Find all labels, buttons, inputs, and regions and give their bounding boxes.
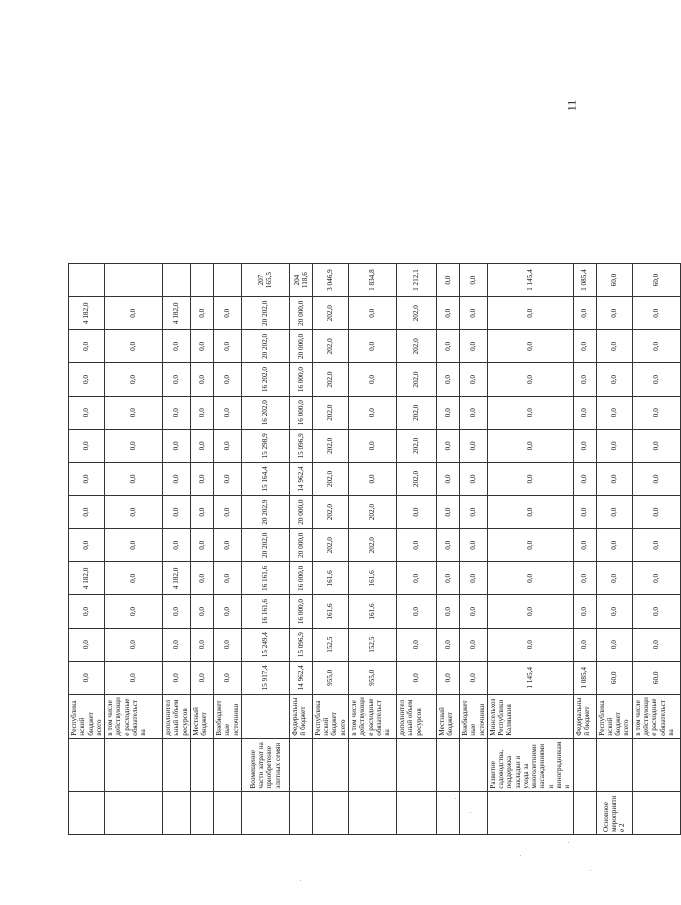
value-cell: 0,0 bbox=[163, 330, 191, 363]
program-cell bbox=[573, 791, 596, 834]
value-cell: 0,0 bbox=[459, 628, 487, 661]
value-cell: 0,0 bbox=[105, 429, 163, 462]
value-cell: 0,0 bbox=[190, 462, 213, 495]
value-cell: 15 249,4 bbox=[241, 628, 289, 661]
value-cell: 161,6 bbox=[348, 562, 396, 595]
measure-cell bbox=[190, 738, 213, 791]
value-cell: 0,0 bbox=[348, 429, 396, 462]
value-cell: 0,0 bbox=[487, 496, 573, 529]
value-cell: 0,0 bbox=[436, 462, 459, 495]
value-cell: 0,0 bbox=[69, 429, 105, 462]
value-cell: 20 202,9 bbox=[241, 496, 289, 529]
value-cell: 15 917,4 bbox=[241, 661, 289, 694]
value-cell: 1 085,4 bbox=[573, 661, 596, 694]
value-cell: 0,0 bbox=[596, 496, 632, 529]
value-cell: 0,0 bbox=[69, 462, 105, 495]
value-cell: 0,0 bbox=[573, 363, 596, 396]
value-cell: 0,0 bbox=[190, 661, 213, 694]
measure-cell bbox=[596, 738, 632, 791]
value-cell: 202,0 bbox=[396, 363, 436, 396]
value-cell: 0,0 bbox=[213, 363, 241, 396]
value-cell: 16 202,0 bbox=[241, 396, 289, 429]
value-cell: 955,0 bbox=[312, 661, 348, 694]
table-row bbox=[241, 264, 289, 835]
table-row bbox=[459, 264, 487, 835]
value-cell: 0,0 bbox=[573, 330, 596, 363]
value-cell: 0,0 bbox=[348, 462, 396, 495]
value-cell: 0,0 bbox=[69, 363, 105, 396]
value-cell: 202,0 bbox=[312, 496, 348, 529]
value-cell: 0,0 bbox=[348, 396, 396, 429]
value-cell: 0,0 bbox=[213, 297, 241, 330]
source-label-cell: Республиканский бюджет всего bbox=[69, 694, 105, 738]
value-cell: 0,0 bbox=[396, 661, 436, 694]
source-label-cell: в том числе действующие расходные обязательства bbox=[348, 694, 396, 738]
value-cell: 0,0 bbox=[596, 628, 632, 661]
table-row bbox=[312, 264, 348, 835]
value-cell: 0,0 bbox=[190, 628, 213, 661]
measure-cell bbox=[348, 738, 396, 791]
value-cell: 202,0 bbox=[396, 429, 436, 462]
program-cell bbox=[163, 791, 191, 834]
measure-cell bbox=[312, 738, 348, 791]
value-cell: 15 096,9 bbox=[289, 628, 312, 661]
value-cell: 0,0 bbox=[459, 595, 487, 628]
measure-cell: Возмещение части затрат на приобретение элитных семян bbox=[241, 738, 289, 791]
value-cell: 0,0 bbox=[632, 396, 680, 429]
value-cell: 16 000,0 bbox=[289, 562, 312, 595]
program-cell bbox=[105, 791, 163, 834]
value-cell: 202,0 bbox=[396, 396, 436, 429]
value-cell: 0,0 bbox=[69, 330, 105, 363]
value-cell: 60,0 bbox=[596, 264, 632, 297]
value-cell bbox=[163, 264, 191, 297]
value-cell: 16 202,0 bbox=[241, 363, 289, 396]
value-cell: 0,0 bbox=[436, 562, 459, 595]
value-cell: 0,0 bbox=[436, 529, 459, 562]
source-label-cell: Республиканский бюджет всего bbox=[596, 694, 632, 738]
measure-cell bbox=[396, 738, 436, 791]
value-cell: 161,6 bbox=[312, 595, 348, 628]
value-cell: 202,0 bbox=[312, 396, 348, 429]
source-label-cell: Республиканский бюджет всего bbox=[312, 694, 348, 738]
value-cell: 3 046,9 bbox=[312, 264, 348, 297]
value-cell: 0,0 bbox=[396, 595, 436, 628]
value-cell: 0,0 bbox=[105, 562, 163, 595]
measure-cell bbox=[436, 738, 459, 791]
value-cell: 0,0 bbox=[436, 628, 459, 661]
value-cell: 0,0 bbox=[436, 297, 459, 330]
value-cell: 202,0 bbox=[348, 496, 396, 529]
value-cell: 0,0 bbox=[573, 529, 596, 562]
source-label-cell: Федеральный бюджет bbox=[289, 694, 312, 738]
source-label-cell: в том числе действующие расходные обязательства bbox=[105, 694, 163, 738]
source-label-cell: Внебюджетные источники bbox=[213, 694, 241, 738]
value-cell: 0,0 bbox=[69, 595, 105, 628]
value-cell: 14 962,4 bbox=[289, 462, 312, 495]
value-cell: 0,0 bbox=[69, 628, 105, 661]
rotated-table-wrapper bbox=[68, 263, 681, 835]
value-cell: 16 161,6 bbox=[241, 562, 289, 595]
value-cell: 0,0 bbox=[487, 396, 573, 429]
value-cell: 0,0 bbox=[348, 297, 396, 330]
value-cell: 0,0 bbox=[69, 496, 105, 529]
program-cell bbox=[213, 791, 241, 834]
value-cell: 0,0 bbox=[105, 529, 163, 562]
table-row bbox=[69, 264, 105, 835]
value-cell: 0,0 bbox=[573, 628, 596, 661]
value-cell: 202,0 bbox=[312, 297, 348, 330]
value-cell: 0,0 bbox=[632, 297, 680, 330]
value-cell: 0,0 bbox=[190, 429, 213, 462]
measure-cell bbox=[105, 738, 163, 791]
program-cell bbox=[69, 791, 105, 834]
value-cell: 14 962,4 bbox=[289, 661, 312, 694]
value-cell: 0,0 bbox=[69, 529, 105, 562]
table-row bbox=[348, 264, 396, 835]
value-cell: 0,0 bbox=[487, 562, 573, 595]
measure-cell bbox=[163, 738, 191, 791]
page-number: 11 bbox=[564, 99, 579, 112]
program-cell bbox=[289, 791, 312, 834]
source-label-cell: Внебюджетные источники bbox=[459, 694, 487, 738]
value-cell: 0,0 bbox=[163, 496, 191, 529]
value-cell: 0,0 bbox=[163, 661, 191, 694]
value-cell: 0,0 bbox=[573, 429, 596, 462]
value-cell: 202,0 bbox=[396, 330, 436, 363]
value-cell: 0,0 bbox=[436, 330, 459, 363]
table-row bbox=[436, 264, 459, 835]
program-cell bbox=[396, 791, 436, 834]
value-cell: 0,0 bbox=[632, 595, 680, 628]
value-cell: 20 202,0 bbox=[241, 297, 289, 330]
value-cell: 0,0 bbox=[396, 562, 436, 595]
value-cell: 0,0 bbox=[596, 396, 632, 429]
table-row bbox=[573, 264, 596, 835]
value-cell: 20 000,0 bbox=[289, 496, 312, 529]
table-row bbox=[632, 264, 680, 835]
value-cell: 0,0 bbox=[436, 396, 459, 429]
value-cell: 202,0 bbox=[312, 363, 348, 396]
value-cell: 0,0 bbox=[573, 396, 596, 429]
value-cell: 0,0 bbox=[105, 330, 163, 363]
value-cell: 0,0 bbox=[459, 264, 487, 297]
value-cell: 202,0 bbox=[312, 429, 348, 462]
value-cell: 1 145,4 bbox=[487, 661, 573, 694]
value-cell: 0,0 bbox=[190, 595, 213, 628]
value-cell: 0,0 bbox=[396, 496, 436, 529]
value-cell bbox=[105, 264, 163, 297]
value-cell: 0,0 bbox=[213, 396, 241, 429]
value-cell: 0,0 bbox=[632, 529, 680, 562]
value-cell: 20 000,0 bbox=[289, 297, 312, 330]
value-cell: 0,0 bbox=[213, 562, 241, 595]
source-label-cell: дополнительный объем ресурсов bbox=[396, 694, 436, 738]
value-cell: 1 085,4 bbox=[573, 264, 596, 297]
value-cell: 0,0 bbox=[459, 429, 487, 462]
value-cell: 0,0 bbox=[105, 496, 163, 529]
value-cell: 0,0 bbox=[105, 462, 163, 495]
value-cell: 0,0 bbox=[190, 529, 213, 562]
value-cell: 16 000,0 bbox=[289, 396, 312, 429]
value-cell: 0,0 bbox=[632, 363, 680, 396]
program-cell bbox=[190, 791, 213, 834]
value-cell: 0,0 bbox=[573, 297, 596, 330]
value-cell: 20 000,0 bbox=[289, 330, 312, 363]
value-cell: 15 298,9 bbox=[241, 429, 289, 462]
value-cell: 0,0 bbox=[487, 363, 573, 396]
value-cell: 0,0 bbox=[213, 628, 241, 661]
value-cell: 0,0 bbox=[487, 628, 573, 661]
value-cell: 0,0 bbox=[487, 429, 573, 462]
table-row bbox=[213, 264, 241, 835]
value-cell: 0,0 bbox=[596, 595, 632, 628]
source-label-cell: Минсельхоз Республики Калмыкия bbox=[487, 694, 573, 738]
program-cell bbox=[241, 791, 289, 834]
measure-cell bbox=[459, 738, 487, 791]
value-cell: 0,0 bbox=[459, 396, 487, 429]
value-cell: 0,0 bbox=[596, 363, 632, 396]
value-cell bbox=[213, 264, 241, 297]
value-cell: 0,0 bbox=[105, 595, 163, 628]
table-row bbox=[396, 264, 436, 835]
value-cell: 20 202,0 bbox=[241, 529, 289, 562]
program-cell bbox=[312, 791, 348, 834]
value-cell: 15 096,9 bbox=[289, 429, 312, 462]
value-cell: 0,0 bbox=[436, 661, 459, 694]
value-cell: 0,0 bbox=[213, 661, 241, 694]
value-cell: 202,0 bbox=[312, 529, 348, 562]
value-cell: 0,0 bbox=[163, 529, 191, 562]
value-cell: 1 145,4 bbox=[487, 264, 573, 297]
value-cell: 20 000,0 bbox=[289, 529, 312, 562]
value-cell: 1 834,8 bbox=[348, 264, 396, 297]
value-cell: 0,0 bbox=[436, 429, 459, 462]
value-cell: 0,0 bbox=[459, 297, 487, 330]
value-cell: 0,0 bbox=[190, 330, 213, 363]
value-cell: 0,0 bbox=[163, 396, 191, 429]
value-cell: 0,0 bbox=[163, 462, 191, 495]
source-label-cell bbox=[241, 694, 289, 738]
source-label-cell: Местный бюджет bbox=[190, 694, 213, 738]
value-cell: 0,0 bbox=[190, 496, 213, 529]
value-cell: 1 212,1 bbox=[396, 264, 436, 297]
value-cell: 0,0 bbox=[632, 496, 680, 529]
value-cell: 0,0 bbox=[436, 363, 459, 396]
value-cell: 161,6 bbox=[312, 562, 348, 595]
value-cell: 0,0 bbox=[632, 462, 680, 495]
value-cell: 0,0 bbox=[632, 330, 680, 363]
value-cell: 202,0 bbox=[396, 297, 436, 330]
value-cell: 0,0 bbox=[487, 297, 573, 330]
value-cell: 0,0 bbox=[436, 496, 459, 529]
value-cell: 0,0 bbox=[190, 396, 213, 429]
value-cell: 4 182,0 bbox=[163, 297, 191, 330]
value-cell: 0,0 bbox=[348, 363, 396, 396]
value-cell: 60,0 bbox=[596, 661, 632, 694]
value-cell: 0,0 bbox=[459, 661, 487, 694]
table-row bbox=[190, 264, 213, 835]
value-cell: 0,0 bbox=[596, 562, 632, 595]
measure-cell bbox=[573, 738, 596, 791]
value-cell: 207 165,5 bbox=[241, 264, 289, 297]
measure-cell bbox=[213, 738, 241, 791]
value-cell: 0,0 bbox=[396, 628, 436, 661]
value-cell: 60,0 bbox=[632, 661, 680, 694]
value-cell: 0,0 bbox=[632, 628, 680, 661]
table-row bbox=[596, 264, 632, 835]
value-cell: 0,0 bbox=[436, 264, 459, 297]
source-label-cell: Федеральный бюджет bbox=[573, 694, 596, 738]
value-cell: 0,0 bbox=[163, 363, 191, 396]
value-cell: 0,0 bbox=[596, 529, 632, 562]
value-cell: 4 182,0 bbox=[69, 297, 105, 330]
program-cell bbox=[632, 791, 680, 834]
value-cell bbox=[190, 264, 213, 297]
source-label-cell: в том числе действующие расходные обязательства bbox=[632, 694, 680, 738]
program-cell bbox=[348, 791, 396, 834]
value-cell: 0,0 bbox=[213, 429, 241, 462]
budget-table bbox=[68, 263, 681, 835]
value-cell: 202,0 bbox=[312, 462, 348, 495]
measure-cell bbox=[289, 738, 312, 791]
value-cell: 0,0 bbox=[459, 462, 487, 495]
value-cell: 204 118,6 bbox=[289, 264, 312, 297]
source-label-cell: Местный бюджет bbox=[436, 694, 459, 738]
value-cell: 0,0 bbox=[596, 429, 632, 462]
value-cell: 0,0 bbox=[459, 562, 487, 595]
value-cell: 0,0 bbox=[487, 529, 573, 562]
value-cell: 0,0 bbox=[573, 562, 596, 595]
value-cell: 16 161,6 bbox=[241, 595, 289, 628]
program-cell bbox=[487, 791, 573, 834]
value-cell: 0,0 bbox=[163, 595, 191, 628]
value-cell: 0,0 bbox=[163, 628, 191, 661]
value-cell: 0,0 bbox=[105, 396, 163, 429]
value-cell: 0,0 bbox=[69, 661, 105, 694]
value-cell: 0,0 bbox=[348, 330, 396, 363]
value-cell: 0,0 bbox=[573, 595, 596, 628]
value-cell: 152,5 bbox=[348, 628, 396, 661]
value-cell: 16 000,0 bbox=[289, 595, 312, 628]
value-cell: 0,0 bbox=[459, 330, 487, 363]
value-cell: 202,0 bbox=[396, 462, 436, 495]
value-cell: 16 000,0 bbox=[289, 363, 312, 396]
value-cell: 0,0 bbox=[596, 297, 632, 330]
value-cell: 0,0 bbox=[105, 628, 163, 661]
measure-cell bbox=[632, 738, 680, 791]
value-cell: 0,0 bbox=[596, 462, 632, 495]
program-cell: Основное мероприятие 2 bbox=[596, 791, 632, 834]
value-cell: 0,0 bbox=[487, 330, 573, 363]
value-cell: 202,0 bbox=[348, 529, 396, 562]
value-cell: 0,0 bbox=[69, 396, 105, 429]
measure-cell bbox=[69, 738, 105, 791]
table-row bbox=[105, 264, 163, 835]
value-cell: 0,0 bbox=[213, 330, 241, 363]
value-cell: 0,0 bbox=[213, 595, 241, 628]
value-cell: 0,0 bbox=[459, 363, 487, 396]
source-label-cell: дополнительный объем ресурсов bbox=[163, 694, 191, 738]
value-cell: 0,0 bbox=[396, 529, 436, 562]
value-cell: 0,0 bbox=[596, 330, 632, 363]
value-cell: 0,0 bbox=[487, 462, 573, 495]
value-cell: 0,0 bbox=[573, 462, 596, 495]
value-cell: 0,0 bbox=[632, 562, 680, 595]
value-cell: 0,0 bbox=[436, 595, 459, 628]
value-cell: 0,0 bbox=[487, 595, 573, 628]
value-cell: 0,0 bbox=[163, 429, 191, 462]
measure-cell: Развитие садоводства, поддержка закладки и ухода за многолетними насаждениями и виноградниками bbox=[487, 738, 573, 791]
value-cell: 955,0 bbox=[348, 661, 396, 694]
value-cell: 0,0 bbox=[190, 297, 213, 330]
value-cell: 202,0 bbox=[312, 330, 348, 363]
value-cell: 0,0 bbox=[190, 363, 213, 396]
value-cell bbox=[69, 264, 105, 297]
value-cell: 20 202,0 bbox=[241, 330, 289, 363]
value-cell: 0,0 bbox=[105, 297, 163, 330]
value-cell: 0,0 bbox=[105, 661, 163, 694]
table-row bbox=[289, 264, 312, 835]
value-cell: 0,0 bbox=[213, 529, 241, 562]
value-cell: 15 164,4 bbox=[241, 462, 289, 495]
table-row bbox=[487, 264, 573, 835]
value-cell: 161,6 bbox=[348, 595, 396, 628]
value-cell: 0,0 bbox=[190, 562, 213, 595]
value-cell: 0,0 bbox=[105, 363, 163, 396]
value-cell: 0,0 bbox=[213, 462, 241, 495]
program-cell bbox=[459, 791, 487, 834]
value-cell: 0,0 bbox=[632, 429, 680, 462]
value-cell: 0,0 bbox=[459, 496, 487, 529]
table-row bbox=[163, 264, 191, 835]
value-cell: 4 182,0 bbox=[163, 562, 191, 595]
value-cell: 4 182,0 bbox=[69, 562, 105, 595]
value-cell: 0,0 bbox=[573, 496, 596, 529]
value-cell: 0,0 bbox=[459, 529, 487, 562]
value-cell: 152,5 bbox=[312, 628, 348, 661]
value-cell: 60,0 bbox=[632, 264, 680, 297]
value-cell: 0,0 bbox=[213, 496, 241, 529]
